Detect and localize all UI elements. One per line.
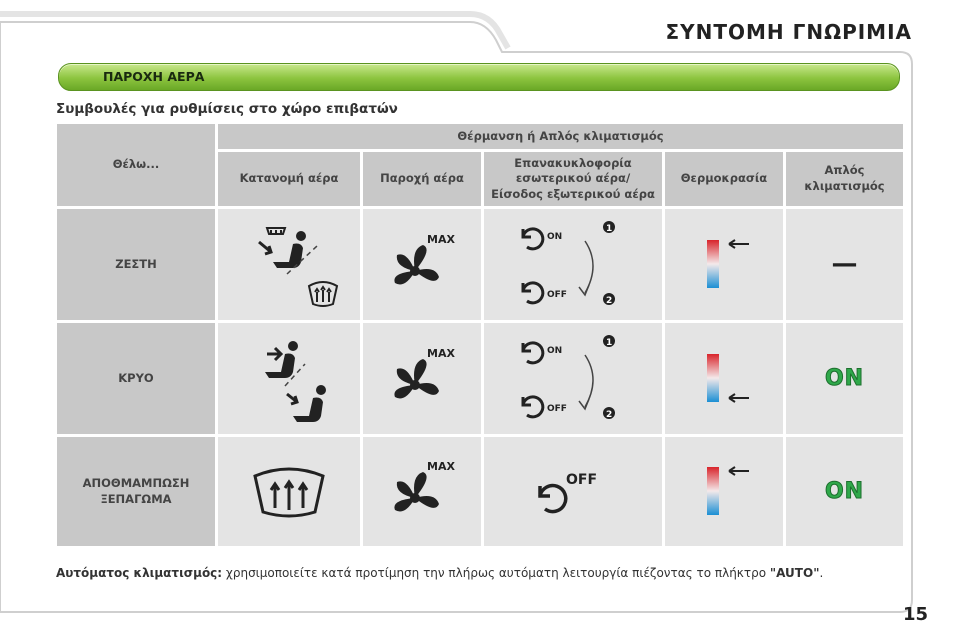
recirculation-cell-demist [484, 437, 662, 546]
column-header-temperature [665, 152, 783, 206]
recirculation-cell-cold [484, 323, 662, 434]
recirculation-on-off-sequence-icon [513, 215, 633, 315]
footer-label: Αυτόματος κλιματισμός: [56, 566, 223, 580]
windscreen-demist-icon [249, 462, 329, 522]
column-label: Είσοδος εξωτερικού αέρα [491, 186, 655, 201]
temperature-low-icon [689, 344, 759, 414]
column-label: Απλός κλιματισμός [804, 163, 885, 193]
step-1-label: 1 [606, 337, 613, 348]
group-header-label: Θέρμανση ή Απλός κλιματισμός [457, 128, 664, 143]
row-label: ΚΡΥΟ [118, 370, 154, 385]
ac-cell-demist [786, 437, 903, 546]
airflow-cell-heat [363, 209, 481, 320]
column-header-recirculation [484, 152, 662, 206]
ac-off-dash: — [831, 248, 858, 279]
fan-max-icon [377, 452, 467, 532]
on-label: ON [547, 345, 563, 356]
temperature-high-icon [689, 230, 759, 300]
column-label: Κατανομή αέρα [239, 171, 339, 186]
page-title: ΣΥΝΤΟΜΗ ΓΝΩΡΙΜΙΑ [665, 20, 912, 44]
footer-text: χρησιμοποιείτε κατά προτίμηση την πλήρως αυτόματη λειτουργία πιέζοντας το πλήκτρο [222, 566, 770, 580]
air-distribution-face-feet-icon [229, 334, 349, 424]
step-1-label: 1 [606, 223, 613, 234]
column-header-distribution [218, 152, 360, 206]
recirculation-on-off-sequence-icon [513, 329, 633, 429]
distribution-cell-cold [218, 323, 360, 434]
page-number: 15 [902, 604, 928, 625]
ac-on-indicator: ON [824, 365, 865, 391]
air-distribution-windscreen-feet-icon [229, 220, 349, 310]
temperature-cell-cold [665, 323, 783, 434]
footer-end: . [819, 566, 824, 580]
row-label-cold [57, 323, 215, 434]
on-label: ON [547, 231, 563, 242]
ac-cell-heat [786, 209, 903, 320]
footer-key: "AUTO" [769, 566, 820, 580]
column-label: Θερμοκρασία [680, 171, 768, 186]
row-label: ΖΕΣΤΗ [115, 256, 157, 271]
corner-header-label: Θέλω... [112, 157, 160, 172]
column-label: Παροχή αέρα [380, 171, 464, 186]
temperature-high-icon [689, 457, 759, 527]
section-banner [58, 63, 900, 91]
max-label: MAX [427, 346, 455, 360]
column-label: Επανακυκλοφορία εσωτερικού αέρα/ [514, 155, 632, 186]
step-2-label: 2 [606, 295, 613, 306]
distribution-cell-heat [218, 209, 360, 320]
airflow-cell-demist [363, 437, 481, 546]
row-label-demist [57, 437, 215, 546]
off-label: OFF [547, 403, 567, 414]
group-header [218, 124, 903, 149]
off-label: OFF [566, 471, 598, 488]
section-subtitle: Συμβουλές για ρυθμίσεις στο χώρο επιβατών [56, 101, 398, 117]
column-header-ac [786, 152, 903, 206]
temperature-cell-demist [665, 437, 783, 546]
distribution-cell-demist [218, 437, 360, 546]
step-2-label: 2 [606, 409, 613, 420]
off-label: OFF [547, 289, 567, 300]
recirculation-cell-heat [484, 209, 662, 320]
fan-max-icon [377, 339, 467, 419]
corner-header [57, 124, 215, 206]
row-label: ΑΠΟΘΜΑΜΠΩΣΗ ΞΕΠΑΓΩΜΑ [82, 475, 190, 506]
airflow-cell-cold [363, 323, 481, 434]
row-label-heat [57, 209, 215, 320]
max-label: MAX [427, 232, 455, 246]
fan-max-icon [377, 225, 467, 305]
temperature-cell-heat [665, 209, 783, 320]
column-header-airflow [363, 152, 481, 206]
footer-note [56, 566, 823, 580]
max-label: MAX [427, 459, 455, 473]
recirculation-off-icon [528, 462, 618, 522]
ac-cell-cold [786, 323, 903, 434]
ac-on-indicator: ON [824, 478, 865, 504]
banner-title: ΠΑΡΟΧΗ ΑΕΡΑ [103, 69, 205, 84]
